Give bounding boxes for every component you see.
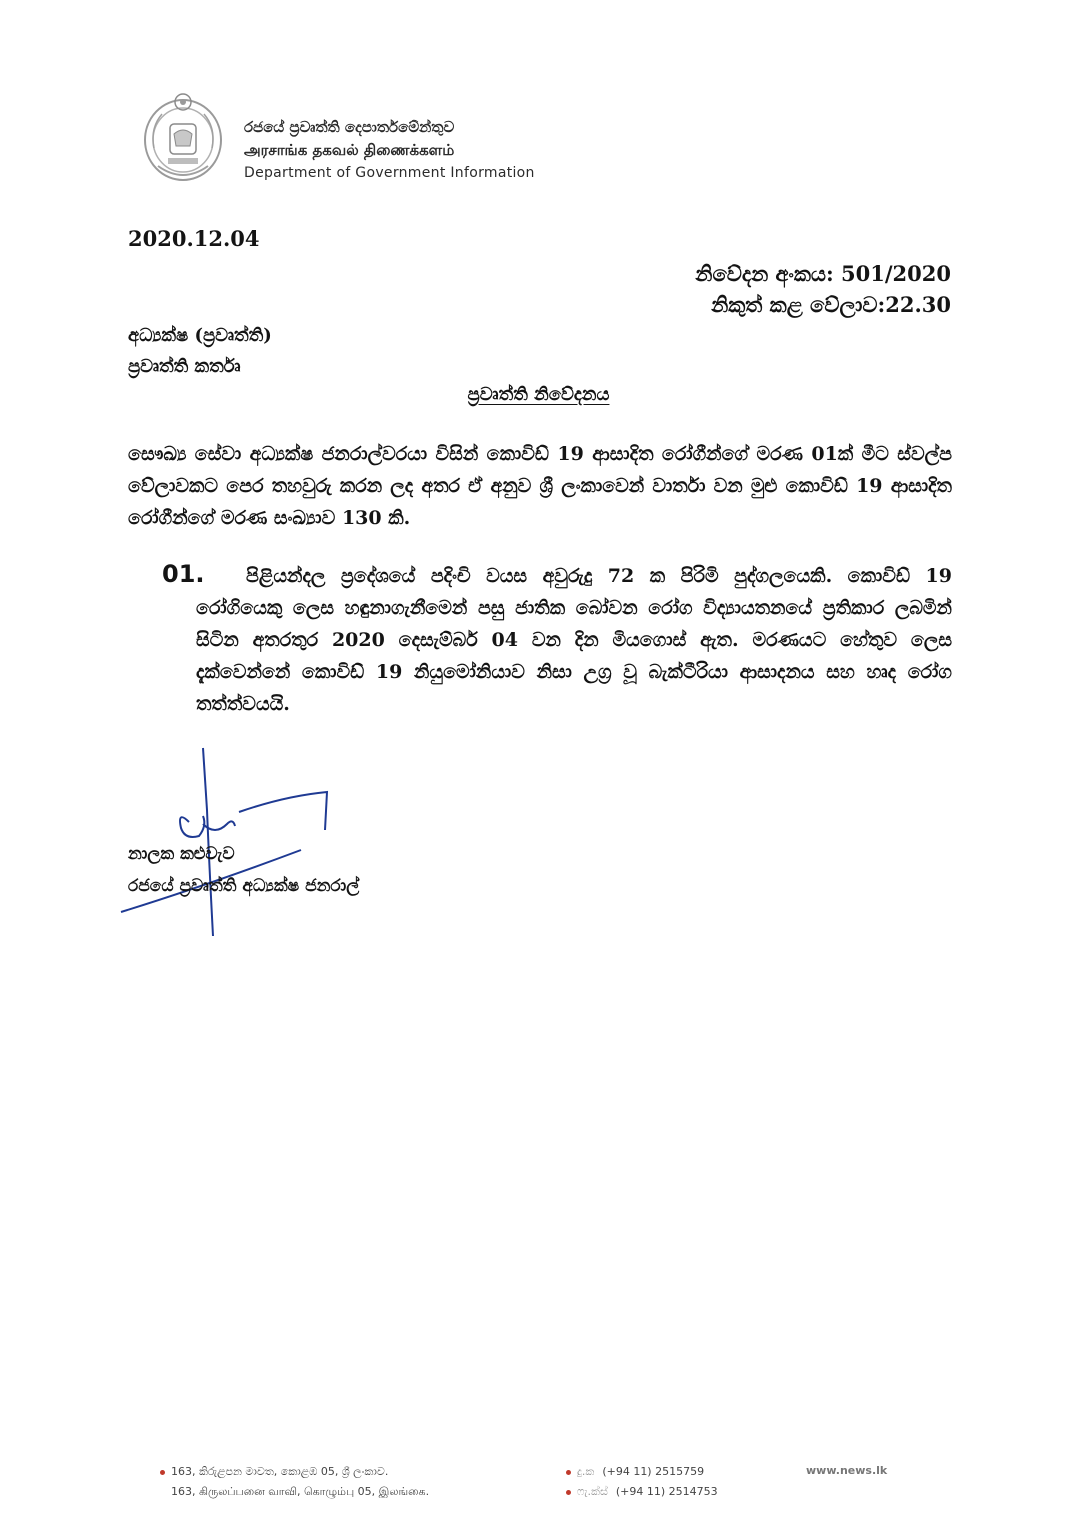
recipients <box>128 320 272 382</box>
dept-name-english: Department of Government Information <box>244 165 535 181</box>
recipient-line: ප්‍රවෘත්ති කර්තෘ <box>128 356 241 377</box>
release-number: නිවේදන අංකය: 501/2020 <box>695 261 951 286</box>
reference-block <box>695 258 951 320</box>
government-emblem-icon <box>140 88 226 186</box>
release-date: 2020.12.04 <box>128 226 260 251</box>
item-text: පිළියන්දල ප්‍රදේශයේ පදිංචි වයස අවුරුදු 72 ක පිරිමි පුද්ගලයෙකි. කොවිඩ් 19 රෝගියෙකු ලෙස හඳුනාගැනීමෙන් පසු ජාතික බෝවන රෝග විද්‍යායතනයේ ප්‍රතිකාර ලබමින් සිටින අතරතුර 2020 දෙසැම්බර් 04 වන දින මියගොස් ඇත. මරණයට හේතුව ලෙස දැක්වෙන්නේ කොවිඩ් 19 නියුමෝනියාව නිසා උග්‍ර වූ බැක්ටීරියා ආසාදනය සහ හෘද රෝග තත්ත්වයයි. <box>196 565 952 715</box>
footer-address <box>160 1462 429 1502</box>
list-item <box>162 560 952 720</box>
body-paragraph: සෞඛ්‍ය සේවා අධ්‍යක්ෂ ජනරාල්වරයා විසින් කොවිඩ් 19 ආසාදිත රෝගීන්ගේ මරණ 01ක් මීට ස්වල්ප වේලාවකට පෙර තහවුරු කරන ලද අතර ඒ අනුව ශ්‍රී ලංකාවෙන් වාර්තා වන මුළු කොවිඩ් 19 ආසාදිත රෝගීන්ගේ මරණ සංඛ්‍යාව 130 කි. <box>128 443 952 529</box>
footer-phones <box>566 1462 718 1502</box>
recipient-line: අධ්‍යක්ෂ (ප්‍රවෘත්ති) <box>128 325 272 346</box>
dept-name-tamil: அரசாங்க தகவல் திணைக்களம் <box>244 141 455 159</box>
phone-label: දු.ක <box>577 1465 595 1478</box>
item-number: 01. <box>162 560 205 588</box>
address-tamil: 163, கிருலப்பனை வாவி, கொழும்பு 05, இலங்கை. <box>171 1485 430 1498</box>
fax-label: ෆැ.ක්ස් <box>577 1485 608 1498</box>
bullet-icon <box>160 1470 165 1475</box>
dept-name-sinhala: රජයේ ප්‍රවෘත්ති දෙපාර්තමේන්තුව <box>244 118 455 136</box>
fax-bullet-icon <box>566 1490 571 1495</box>
signatory-name: නාලක කළුවැව <box>128 844 235 864</box>
footer <box>0 1462 1077 1512</box>
department-names <box>244 116 535 185</box>
footer-website: www.news.lk <box>806 1464 888 1477</box>
phone-bullet-icon <box>566 1470 571 1475</box>
signatory-title: රජයේ ප්‍රවෘත්ති අධ්‍යක්ෂ ජනරාල් <box>128 876 360 896</box>
signatory-block <box>128 838 359 902</box>
release-time: නිකුත් කළ වේලාව:22.30 <box>711 292 951 317</box>
notice-title-wrap <box>0 384 1077 405</box>
phone-number: (+94 11) 2515759 <box>602 1465 705 1478</box>
notice-title: ප්‍රවෘත්ති නිවේදනය <box>467 384 610 405</box>
address-sinhala: 163, කිරුළපන මාවත, කොළඹ 05, ශ්‍රී ලංකාව. <box>171 1465 389 1478</box>
fax-number: (+94 11) 2514753 <box>615 1485 718 1498</box>
